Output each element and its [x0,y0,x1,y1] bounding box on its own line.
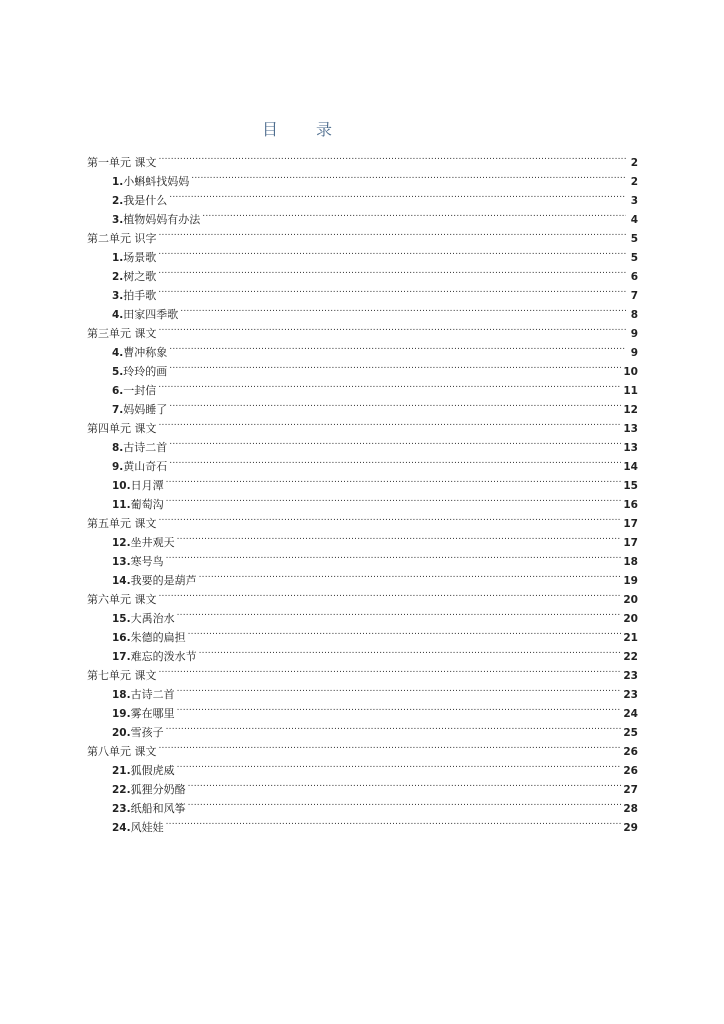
dot-leader [158,242,626,261]
page-number: 13 [623,423,638,435]
toc-unit-entry[interactable] [87,318,638,340]
page-number: 27 [623,784,638,796]
toc-lesson-entry[interactable] [87,394,638,416]
page-number: 2 [630,157,638,169]
lesson-title: 难忘的泼水节 [130,650,197,663]
lesson-number: 3. [112,290,124,302]
page-number: 13 [623,442,638,454]
lesson-number: 3. [112,214,124,226]
toc-lesson-entry[interactable] [87,204,638,226]
page-number: 22 [623,651,638,663]
toc-unit-entry[interactable] [87,736,638,758]
lesson-title: 狐狸分奶酪 [130,783,186,796]
page-number: 11 [623,385,638,397]
toc-unit-entry[interactable] [87,223,638,245]
dot-leader [169,394,621,413]
lesson-number: 11. [112,499,131,511]
lesson-title: 小蝌蚪找妈妈 [123,175,190,188]
toc-lesson-entry[interactable] [87,242,638,264]
page-number: 3 [630,195,638,207]
lesson-number: 23. [112,803,131,815]
toc-lesson-entry[interactable] [87,280,638,302]
dot-leader [159,413,622,432]
lesson-number: 18. [112,689,131,701]
dot-leader [159,318,627,337]
page-number: 18 [623,556,638,568]
lesson-title: 古诗二首 [123,441,168,454]
toc-lesson-entry[interactable] [87,546,638,568]
dot-leader [166,812,622,831]
table-of-contents [87,147,638,834]
lesson-number: 10. [112,480,131,492]
toc-lesson-entry[interactable] [87,489,638,511]
page-number: 4 [630,214,638,226]
lesson-number: 2. [112,271,124,283]
dot-leader [177,698,622,717]
dot-leader [199,565,622,584]
toc-unit-entry[interactable] [87,660,638,682]
dot-leader [177,755,622,774]
lesson-title: 纸船和风筝 [130,802,186,815]
page-number: 23 [623,689,638,701]
dot-leader [166,546,622,565]
lesson-number: 21. [112,765,131,777]
lesson-number: 20. [112,727,131,739]
lesson-number: 4. [112,347,124,359]
unit-title: 第二单元 识字 [87,232,157,245]
lesson-number: 19. [112,708,131,720]
toc-lesson-entry[interactable] [87,375,638,397]
lesson-number: 22. [112,784,131,796]
dot-leader [169,432,621,451]
lesson-title: 风娃娃 [130,821,164,834]
page-number: 17 [623,518,638,530]
page-number: 14 [623,461,638,473]
lesson-title: 树之歌 [123,270,157,283]
lesson-title: 玲玲的画 [123,365,168,378]
page-number: 17 [623,537,638,549]
lesson-number: 14. [112,575,131,587]
lesson-title: 日月潭 [130,479,164,492]
dot-leader [159,736,622,755]
lesson-number: 16. [112,632,131,644]
lesson-number: 2. [112,195,124,207]
lesson-title: 坐井观天 [130,536,175,549]
toc-title [262,117,332,140]
lesson-title: 场景歌 [123,251,157,264]
unit-title: 第三单元 课文 [87,327,157,340]
dot-leader [169,185,626,204]
page-number: 5 [630,233,638,245]
toc-lesson-entry[interactable] [87,337,638,359]
lesson-title: 妈妈睡了 [123,403,168,416]
page-number: 23 [623,670,638,682]
dot-leader [159,147,627,166]
unit-title: 第六单元 课文 [87,593,157,606]
page-number: 9 [630,328,638,340]
toc-lesson-entry[interactable] [87,432,638,454]
dot-leader [177,679,622,698]
dot-leader [188,793,622,812]
toc-lesson-entry[interactable] [87,565,638,587]
lesson-title: 寒号鸟 [130,555,164,568]
unit-title: 第七单元 课文 [87,669,157,682]
page-number: 7 [630,290,638,302]
page-number: 28 [623,803,638,815]
page-number: 15 [623,480,638,492]
lesson-title: 大禹治水 [130,612,175,625]
dot-leader [159,584,622,603]
lesson-title: 一封信 [123,384,157,397]
dot-leader [202,204,626,223]
lesson-number: 13. [112,556,131,568]
toc-lesson-entry[interactable] [87,603,638,625]
toc-lesson-entry[interactable] [87,679,638,701]
lesson-title: 我是什么 [123,194,168,207]
page-number: 19 [623,575,638,587]
page-number: 24 [623,708,638,720]
page-number: 12 [623,404,638,416]
dot-leader [166,489,622,508]
page-number: 29 [623,822,638,834]
toc-unit-entry[interactable] [87,413,638,435]
lesson-number: 24. [112,822,131,834]
lesson-number: 12. [112,537,131,549]
toc-title-char: 目 [262,120,279,139]
page-number: 2 [630,176,638,188]
lesson-number: 17. [112,651,131,663]
dot-leader [169,356,621,375]
dot-leader [191,166,626,185]
unit-title: 第五单元 课文 [87,517,157,530]
lesson-title: 雾在哪里 [130,707,175,720]
dot-leader [180,299,626,318]
page-number: 10 [623,366,638,378]
toc-unit-entry[interactable] [87,508,638,530]
lesson-number: 5. [112,366,124,378]
dot-leader [188,774,622,793]
dot-leader [158,261,626,280]
toc-lesson-entry[interactable] [87,755,638,777]
toc-lesson-entry[interactable] [87,470,638,492]
lesson-number: 7. [112,404,124,416]
lesson-title: 狐假虎威 [130,764,175,777]
lesson-number: 1. [112,252,124,264]
page-number: 5 [630,252,638,264]
toc-lesson-entry[interactable] [87,185,638,207]
lesson-title: 古诗二首 [130,688,175,701]
dot-leader [169,337,626,356]
lesson-title: 曹冲称象 [123,346,168,359]
lesson-title: 雪孩子 [130,726,164,739]
toc-unit-entry[interactable] [87,147,638,169]
dot-leader [158,375,621,394]
toc-lesson-entry[interactable] [87,166,638,188]
dot-leader [166,470,622,489]
unit-title: 第一单元 课文 [87,156,157,169]
page-number: 9 [630,347,638,359]
dot-leader [169,451,621,470]
dot-leader [159,508,622,527]
dot-leader [177,527,622,546]
lesson-title: 拍手歌 [123,289,157,302]
lesson-title: 田家四季歌 [123,308,179,321]
dot-leader [188,622,622,641]
lesson-title: 我要的是葫芦 [130,574,197,587]
lesson-number: 9. [112,461,124,473]
lesson-title: 植物妈妈有办法 [123,213,201,226]
unit-title: 第八单元 课文 [87,745,157,758]
page-number: 8 [630,309,638,321]
page-number: 25 [623,727,638,739]
toc-unit-entry[interactable] [87,584,638,606]
lesson-number: 15. [112,613,131,625]
page-number: 26 [623,765,638,777]
page-number: 16 [623,499,638,511]
page-number: 20 [623,594,638,606]
toc-lesson-entry[interactable] [87,356,638,378]
dot-leader [199,641,622,660]
page-number: 26 [623,746,638,758]
lesson-number: 6. [112,385,124,397]
dot-leader [177,603,622,622]
lesson-number: 4. [112,309,124,321]
toc-lesson-entry[interactable] [87,812,638,834]
page-number: 6 [630,271,638,283]
dot-leader [166,717,622,736]
lesson-title: 葡萄沟 [130,498,164,511]
toc-lesson-entry[interactable] [87,527,638,549]
page-number: 20 [623,613,638,625]
dot-leader [159,660,622,679]
toc-lesson-entry[interactable] [87,451,638,473]
toc-lesson-entry[interactable] [87,717,638,739]
lesson-title: 黄山奇石 [123,460,168,473]
unit-title: 第四单元 课文 [87,422,157,435]
lesson-title: 朱德的扁担 [130,631,186,644]
lesson-number: 1. [112,176,124,188]
toc-lesson-entry[interactable] [87,299,638,321]
toc-lesson-entry[interactable] [87,261,638,283]
page-number: 21 [623,632,638,644]
lesson-number: 8. [112,442,124,454]
dot-leader [158,280,626,299]
dot-leader [159,223,627,242]
toc-title-char: 录 [316,120,333,139]
